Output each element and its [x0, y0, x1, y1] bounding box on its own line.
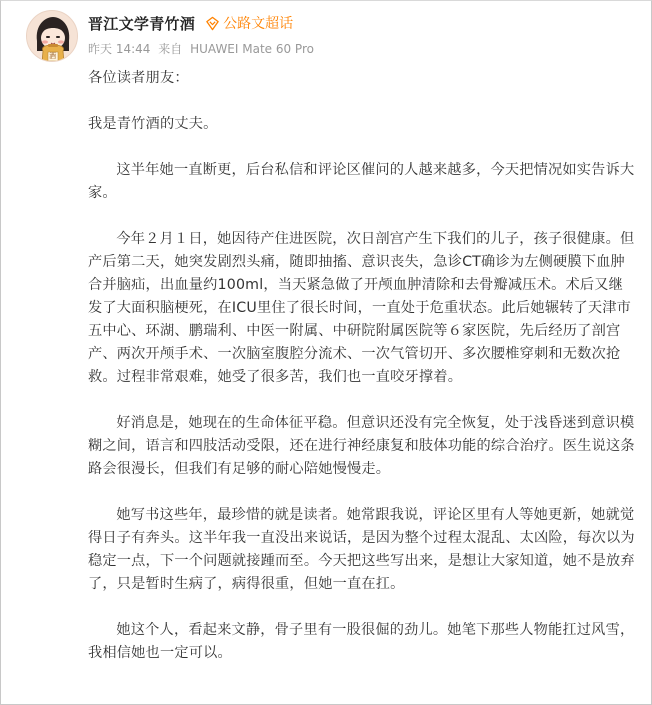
- super-topic-label: 公路文超话: [223, 16, 294, 32]
- post-header: [26, 10, 626, 66]
- greeting: 各位读者朋友：: [88, 70, 189, 86]
- avatar-caption: 酒: [49, 52, 56, 60]
- super-topic-diamond-icon: [205, 16, 220, 31]
- body-paragraph: 好消息是，她现在的生命体征平稳。但意识还没有完全恢复，处于浅昏迷到意识模糊之间，语言和四肢活动受限，还在进行神经康复和肢体功能的综合治疗。医生说这条路会很漫长，但我们有足够的耐心陪她慢慢走。: [88, 415, 635, 477]
- super-topic-link[interactable]: [205, 13, 293, 33]
- body-paragraph: 这半年她一直断更，后台私信和评论区催问的人越来越多，今天把情况如实告诉大家。: [88, 162, 635, 201]
- body-paragraph: 我是青竹酒的丈夫。: [88, 116, 218, 132]
- source-device: HUAWEI Mate 60 Pro: [190, 42, 314, 56]
- source-prefix: 来自: [158, 42, 183, 56]
- post-meta: [88, 40, 318, 57]
- post-body: [88, 67, 636, 688]
- author-line: [88, 12, 293, 34]
- post-time[interactable]: 昨天 14:44: [88, 42, 151, 56]
- body-paragraph: 今年２月１日，她因待产住进医院，次日剖宫产生下我们的儿子，孩子很健康。但产后第二天，她突发剧烈头痛，随即抽搐、意识丧失，急诊CT确诊为左侧硬膜下血肿合并脑疝，出血量约100ml，当天紧急做了开颅血肿清除和去骨瓣减压术。术后又继发了大面积脑梗死，在ICU里住了很长时间，一直处于危重状态。此后她辗转了天津市五中心、环湖、鹏瑞利、中医一附属、中研院附属医院等６家医院，先后经历了剖宫产、两次开颅手术、一次脑室腹腔分流术、一次气管切开、多次腰椎穿刺和无数次抢救。过程非常艰难，她受了很多苦，我们也一直咬牙撑着。: [88, 231, 635, 385]
- author-name[interactable]: 晋江文学青竹酒: [88, 14, 196, 33]
- avatar[interactable]: [26, 10, 78, 62]
- body-paragraph: 她这个人，看起来文静，骨子里有一股很倔的劲儿。她笔下那些人物能扛过风雪，我相信她也一定可以。: [88, 622, 635, 661]
- body-paragraph: 她写书这些年，最珍惜的就是读者。她常跟我说，评论区里有人等她更新，她就觉得日子有奔头。这半年我一直没出来说话，是因为整个过程太混乱、太凶险，每次以为稳定一点，下一个问题就接踵而至。今天把这些写出来，是想让大家知道，她不是放弃了，只是暂时生病了，病得很重，但她一直在扛。: [88, 507, 635, 592]
